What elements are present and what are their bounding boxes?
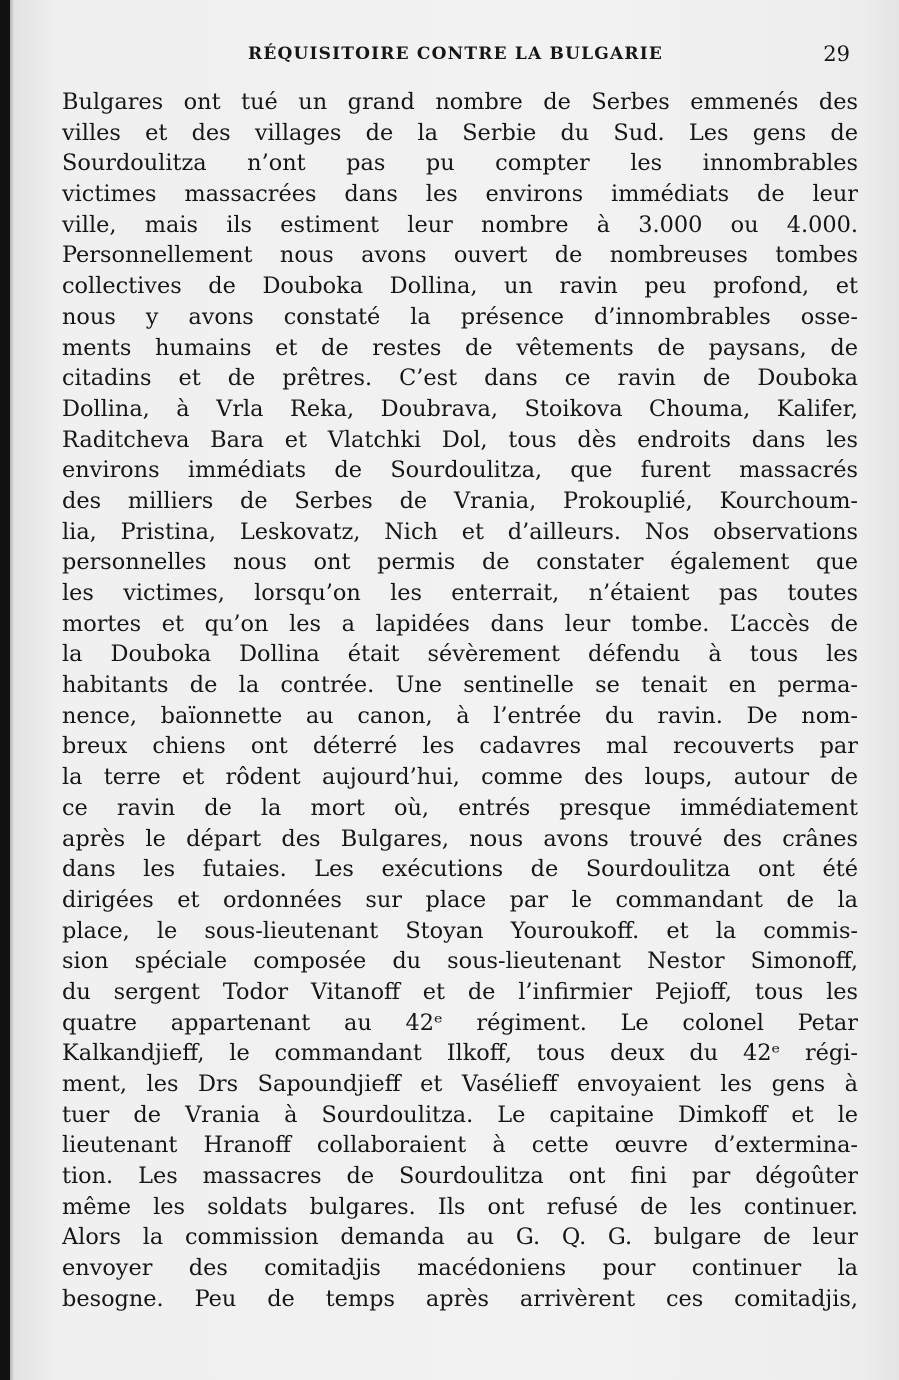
text-line: les victimes, lorsqu’on les enterrait, n’étaient pas toutes — [62, 580, 858, 606]
text-line: des milliers de Serbes de Vrania, Prokouplié, Kourchoum- — [62, 487, 858, 514]
text-line: villes et des villages de la Serbie du Sud. Les gens de — [62, 119, 858, 146]
text-line: breux chiens ont déterré les cadavres mal recouverts par — [62, 733, 858, 760]
text-line: du sergent Todor Vitanoff et de l’infirmier Pejioff, tous les — [62, 978, 858, 1005]
text-line: personnelles nous ont permis de constater également que — [62, 549, 858, 576]
text-line: tion. Les massacres de Sourdoulitza ont fini par dégoûter — [62, 1163, 858, 1190]
text-line: Raditcheva Bara et Vlatchki Dol, tous dès endroits dans les — [62, 426, 858, 453]
text-line: Kalkandjieff, le commandant Ilkoff, tous deux du 42ᵉ régi- — [62, 1040, 858, 1067]
text-line: ments humains et de restes de vêtements de paysans, de — [62, 334, 858, 361]
text-line: la terre et rôdent aujourd’hui, comme des loups, autour de — [62, 764, 858, 791]
text-line: envoyer des comitadjis macédoniens pour continuer la — [62, 1255, 858, 1282]
text-line: la Douboka Dollina était sévèrement défendu à tous les — [62, 641, 858, 668]
text-line: ce ravin de la mort où, entrés presque immédiatement — [62, 794, 858, 821]
text-line: dans les futaies. Les exécutions de Sourdoulitza ont été — [62, 856, 858, 883]
text-line: habitants de la contrée. Une sentinelle se tenait en perma- — [62, 672, 858, 699]
text-line: dirigées et ordonnées sur place par le commandant de la — [62, 886, 858, 913]
text-line: même les soldats bulgares. Ils ont refusé de les continuer. — [62, 1193, 858, 1220]
text-line: lia, Pristina, Leskovatz, Nich et d’ailleurs. Nos observations — [62, 518, 858, 545]
text-line: Sourdoulitza n’ont pas pu compter les innombrables — [62, 150, 858, 177]
book-spine-shadow — [0, 0, 10, 1380]
text-line: Bulgares ont tué un grand nombre de Serbes emmenés des — [62, 89, 858, 115]
text-line: quatre appartenant au 42ᵉ régiment. Le colonel Petar — [62, 1009, 858, 1036]
page-header — [62, 40, 862, 70]
text-line: ville, mais ils estiment leur nombre à 3.000 ou 4.000. — [62, 211, 858, 238]
body-text — [62, 87, 858, 1315]
text-line: sion spéciale composée du sous-lieutenant Nestor Simonoff, — [62, 948, 858, 975]
text-line: nous y avons constaté la présence d’innombrables osse- — [62, 303, 858, 330]
text-line: environs immédiats de Sourdoulitza, que furent massacrés — [62, 457, 858, 484]
text-line: besogne. Peu de temps après arrivèrent ces comitadjis, — [62, 1285, 858, 1312]
text-line: nence, baïonnette au canon, à l’entrée du ravin. De nom- — [62, 702, 858, 729]
text-line: Alors la commission demanda au G. Q. G. bulgare de leur — [62, 1224, 858, 1251]
text-line: place, le sous-lieutenant Stoyan Youroukoff. et la commis- — [62, 917, 858, 944]
page-number: 29 — [823, 42, 850, 66]
text-line: Dollina, à Vrla Reka, Doubrava, Stoikova Chouma, Kalifer, — [62, 395, 858, 422]
text-line: lieutenant Hranoff collaboraient à cette œuvre d’extermina- — [62, 1132, 858, 1159]
text-line: ment, les Drs Sapoundjieff et Vasélieff envoyaient les gens à — [62, 1071, 858, 1097]
text-line: après le départ des Bulgares, nous avons trouvé des crânes — [62, 825, 858, 852]
text-line: citadins et de prêtres. C’est dans ce ravin de Douboka — [62, 365, 858, 392]
text-line: Personnellement nous avons ouvert de nombreuses tombes — [62, 242, 858, 269]
text-line: mortes et qu’on les a lapidées dans leur tombe. L’accès de — [62, 610, 858, 637]
running-title: RÉQUISITOIRE CONTRE LA BULGARIE — [248, 44, 664, 64]
text-line: victimes massacrées dans les environs immédiats de leur — [62, 181, 858, 208]
text-line: collectives de Douboka Dollina, un ravin peu profond, et — [62, 273, 858, 300]
text-line: tuer de Vrania à Sourdoulitza. Le capitaine Dimkoff et le — [62, 1101, 858, 1128]
